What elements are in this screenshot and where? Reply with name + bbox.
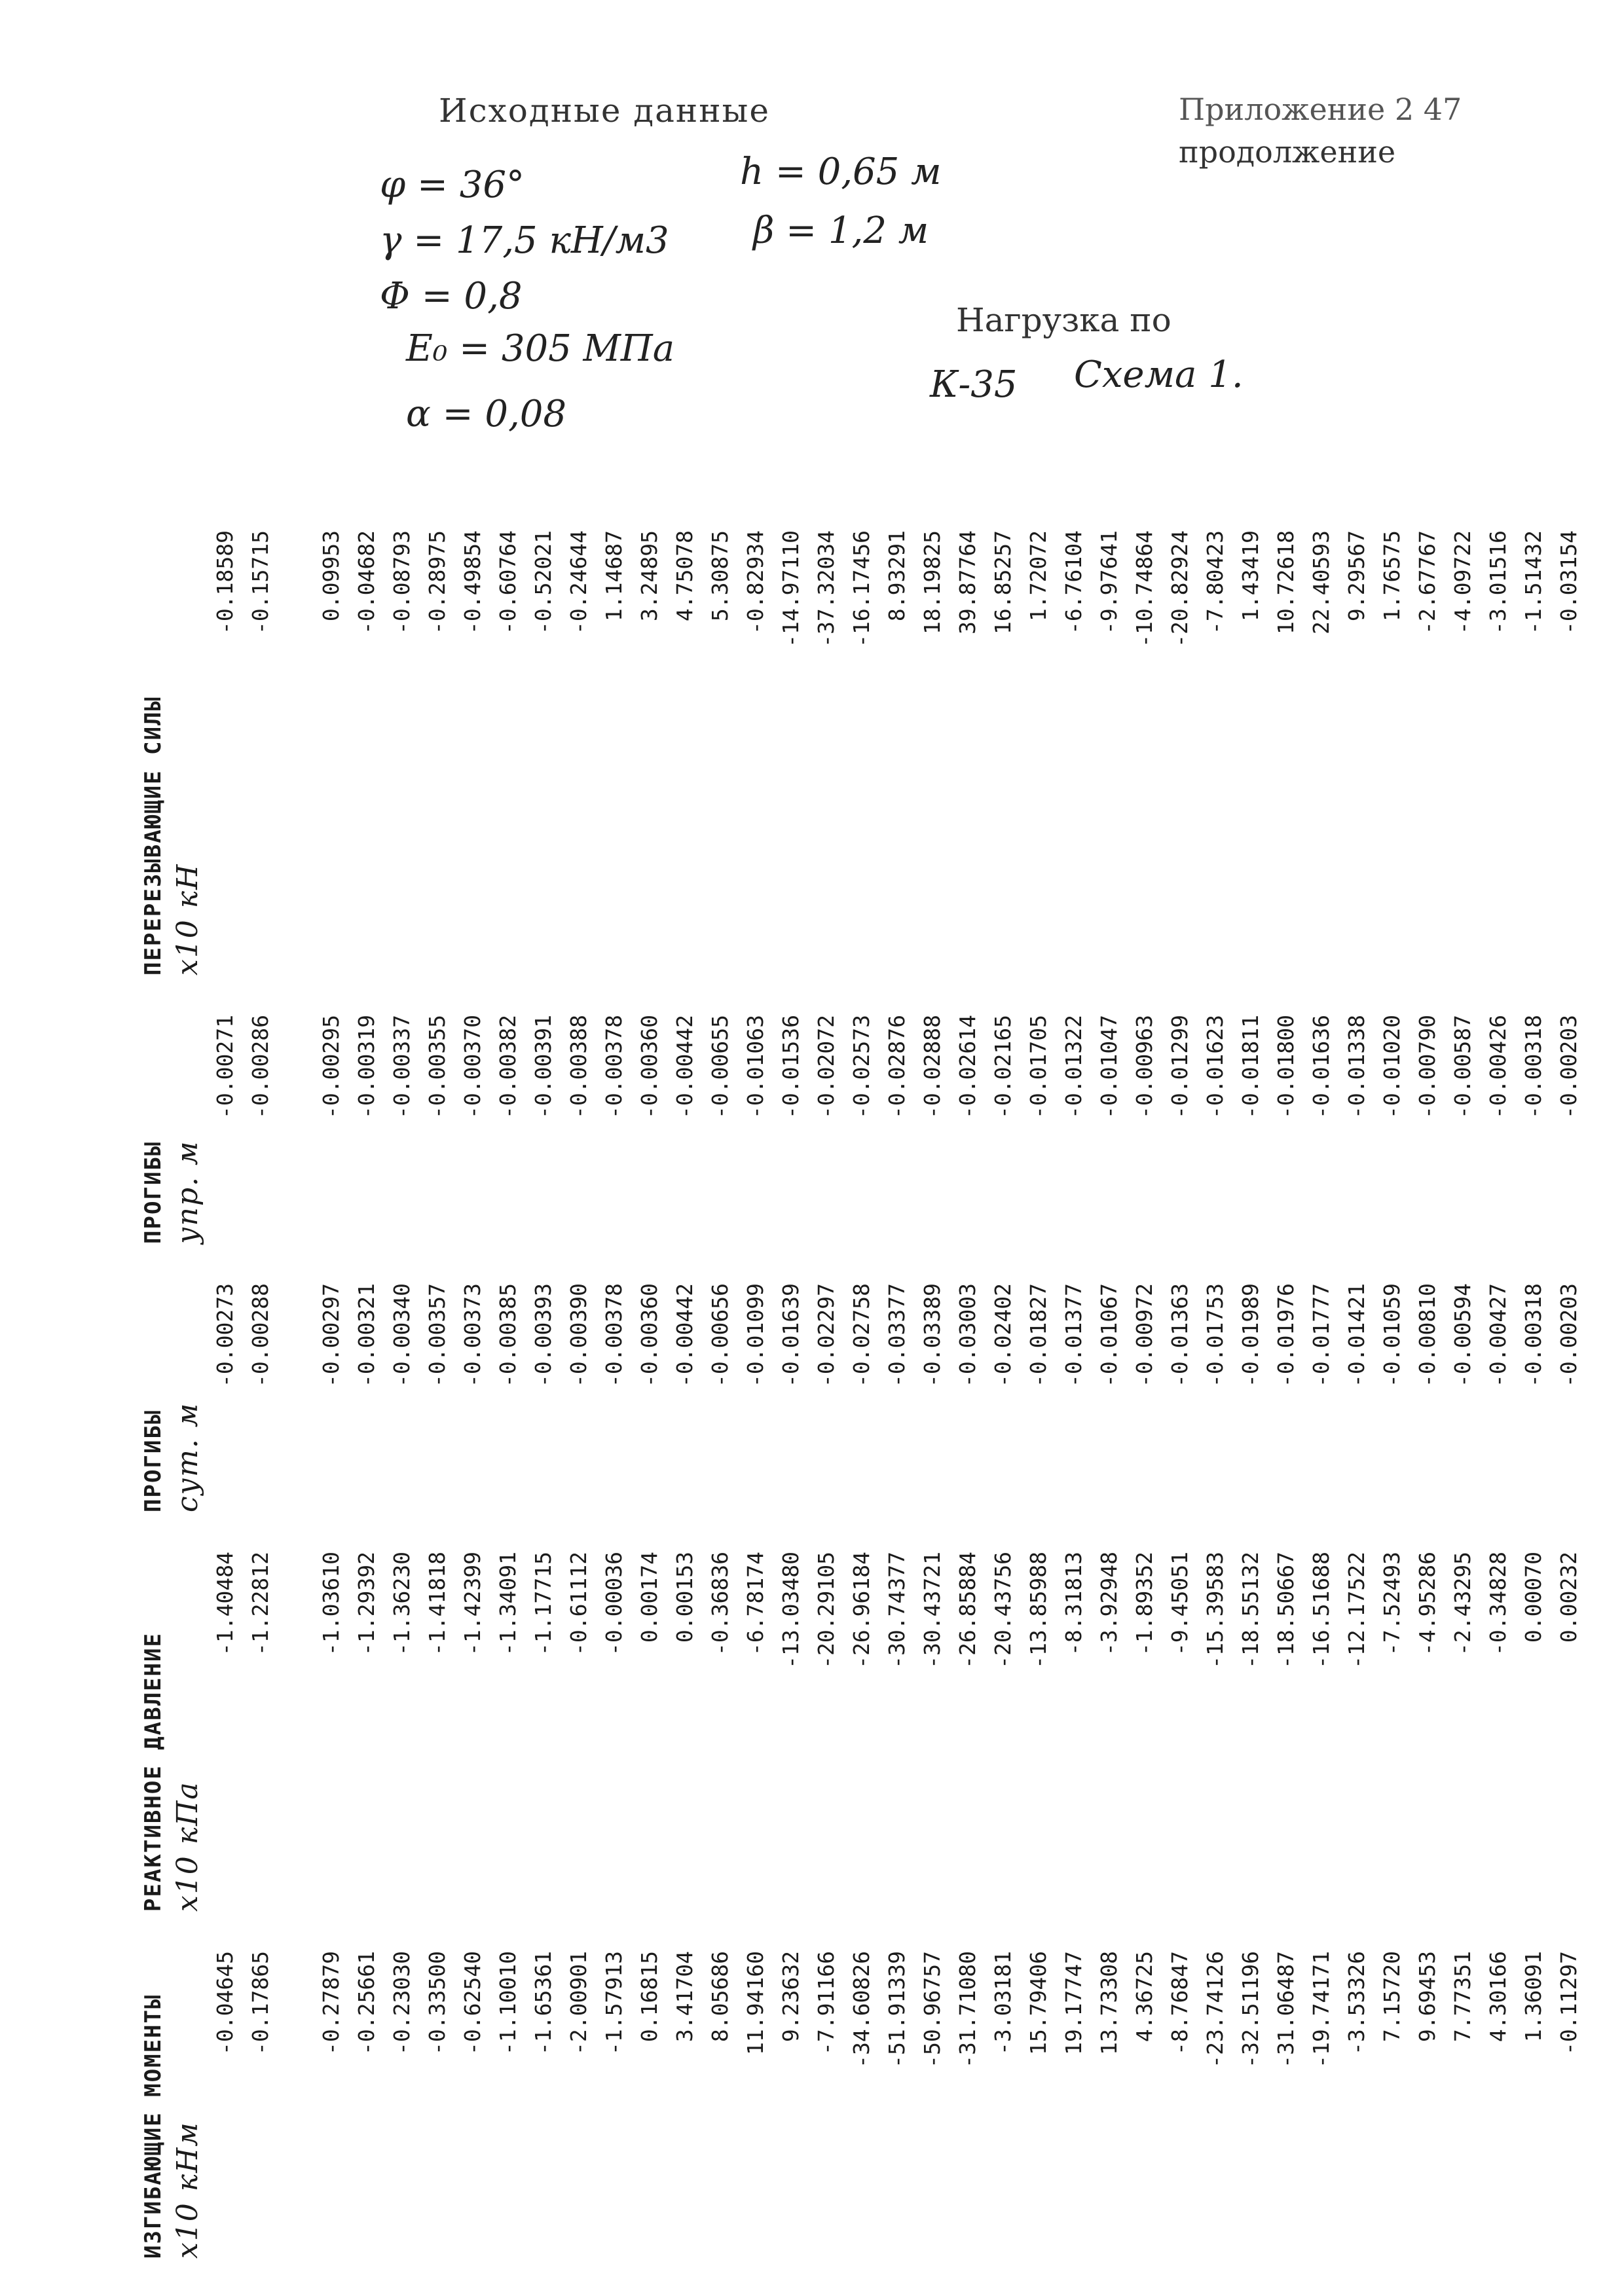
table-cell: -50.96757 (919, 1951, 945, 2068)
table-cell: -0.62540 (459, 1951, 485, 2055)
table-cell: 7.77351 (1449, 1951, 1475, 2043)
table-cell: 1.14687 (600, 530, 627, 622)
table-cell: -1.10010 (494, 1951, 521, 2055)
table-row (454, 491, 490, 2259)
table-cell: -0.00203 (1555, 1015, 1581, 1119)
table-cell: -2.67767 (1414, 530, 1440, 634)
table-cell: 4.75078 (671, 530, 697, 622)
table-cell: 4.30166 (1485, 1951, 1511, 2043)
table-cell: -0.04682 (353, 530, 379, 634)
table-row (1480, 491, 1515, 2259)
table-cell: -0.00963 (1131, 1015, 1157, 1119)
table-cell: -0.01322 (1060, 1015, 1086, 1119)
table-cell: -7.52493 (1378, 1552, 1405, 1656)
table-cell: -1.51432 (1520, 530, 1546, 634)
table-cell: -0.00355 (424, 1015, 450, 1119)
table-row (1020, 491, 1056, 2259)
table-cell: 0.09953 (318, 530, 344, 622)
table-cell: -0.01099 (742, 1283, 768, 1387)
table-cell: -26.96184 (848, 1552, 874, 1669)
table-cell: -0.03154 (1555, 530, 1581, 634)
table-cell: 9.29567 (1343, 530, 1369, 622)
table-cell: -0.01636 (1308, 1015, 1334, 1119)
table-cell: 39.87764 (954, 530, 980, 634)
table-cell: -3.92948 (1096, 1552, 1122, 1656)
table-units-row (169, 491, 207, 2259)
table-cell: -0.00391 (530, 1015, 556, 1119)
table-cell: -0.00271 (212, 1015, 238, 1119)
table-cell: 9.23632 (777, 1951, 803, 2043)
table-cell: -26.85884 (954, 1552, 980, 1669)
table-cell: 13.73308 (1096, 1951, 1122, 2055)
table-cell: 16.85257 (989, 530, 1016, 634)
table-cell: -0.02888 (919, 1015, 945, 1119)
table-cell: -0.00321 (353, 1283, 379, 1387)
param-e0: E₀ = 305 МПа (406, 327, 675, 370)
table-cell: -0.00378 (600, 1015, 627, 1119)
param-h: h = 0,65 м (740, 151, 942, 193)
table-cell: -0.02758 (848, 1283, 874, 1387)
table-cell: -0.01705 (1025, 1015, 1051, 1119)
table-cell (278, 491, 313, 975)
table-cell: -0.82934 (742, 530, 768, 634)
table-cell: -0.01777 (1308, 1283, 1334, 1387)
table-row (313, 491, 348, 2259)
table-cell: 7.15720 (1378, 1951, 1405, 2043)
table-row (1232, 491, 1268, 2259)
table-cell: -0.00587 (1449, 1015, 1475, 1119)
table-cell: -1.17715 (530, 1552, 556, 1656)
table-cell: 1.72072 (1025, 530, 1051, 622)
table-cell: -9.45051 (1166, 1552, 1192, 1656)
table-row (667, 491, 702, 2259)
table-cell: -0.00382 (494, 1015, 521, 1119)
table-cell: -0.00273 (212, 1283, 238, 1387)
table-cell: -0.00288 (247, 1283, 273, 1387)
table-row (419, 491, 454, 2259)
table-cell: -0.25661 (353, 1951, 379, 2055)
table-cell: -0.00790 (1414, 1015, 1440, 1119)
table-cell: -0.01059 (1378, 1283, 1405, 1387)
table-row (1162, 491, 1197, 2259)
table-cell: -1.41818 (424, 1552, 450, 1656)
table-cell: -0.00594 (1449, 1283, 1475, 1387)
table-row (242, 491, 278, 2259)
table-cell: -0.00340 (388, 1283, 415, 1387)
table-body (207, 491, 1586, 2259)
table-row (1338, 491, 1374, 2259)
table-cell: -0.00385 (494, 1283, 521, 1387)
table-row (808, 491, 843, 2259)
load-title: Нагрузка по (956, 301, 1172, 339)
table-row (702, 491, 737, 2259)
table-cell: -0.00427 (1485, 1283, 1511, 1387)
table-cell: 1.36091 (1520, 1951, 1546, 2043)
table-cell: 0.16815 (636, 1951, 662, 2043)
table-cell: -0.00390 (565, 1283, 591, 1387)
table-row (1409, 491, 1445, 2259)
table-cell: -18.55132 (1237, 1552, 1263, 1669)
unit-shear: x10 кН (171, 863, 204, 975)
table-cell: -8.76847 (1166, 1951, 1192, 2055)
table-cell: 5.30875 (707, 530, 733, 622)
table-row (737, 491, 773, 2259)
table-cell: -4.95286 (1414, 1552, 1440, 1656)
table-row (207, 491, 242, 2259)
table-cell: -16.51688 (1308, 1552, 1334, 1669)
table-cell: -13.03480 (777, 1552, 803, 1669)
table-cell: -0.27879 (318, 1951, 344, 2055)
table-cell: -0.00426 (1485, 1015, 1511, 1119)
table-cell (278, 1244, 313, 1512)
table-cell: -8.31813 (1060, 1552, 1086, 1656)
table-cell: -0.03003 (954, 1283, 980, 1387)
table-cell: -0.01377 (1060, 1283, 1086, 1387)
table-cell: -2.43295 (1449, 1552, 1475, 1656)
table-cell: 11.94160 (742, 1951, 768, 2055)
unit-pressure: x10 кПа (171, 1781, 204, 1912)
table-cell: -0.00972 (1131, 1283, 1157, 1387)
table-cell: -0.00655 (707, 1015, 733, 1119)
col-header-shear: ПЕРЕРЕЗЫВАЮЩИЕ СИЛЫ (140, 696, 166, 975)
table-cell: -10.74864 (1131, 530, 1157, 647)
table-row (1374, 491, 1409, 2259)
table-row (1091, 491, 1126, 2259)
unit-deflection-elastic: упр. м (171, 1140, 204, 1244)
table-cell: -31.06487 (1272, 1951, 1299, 2068)
table-cell: -0.01020 (1378, 1015, 1405, 1119)
table-cell: -12.17522 (1343, 1552, 1369, 1669)
param-fd: Φ = 0,8 (380, 275, 523, 318)
table-cell: 15.79406 (1025, 1951, 1051, 2055)
table-cell: -0.00357 (424, 1283, 450, 1387)
table-cell: -1.22812 (247, 1552, 273, 1656)
table-cell: -0.00810 (1414, 1283, 1440, 1387)
table-row (1268, 491, 1303, 2259)
table-cell: -0.60764 (494, 530, 521, 634)
table-row (773, 491, 808, 2259)
table-cell: -0.61112 (565, 1552, 591, 1656)
table-cell: -0.01623 (1202, 1015, 1228, 1119)
table-row (596, 491, 631, 2259)
table-cell: -0.01067 (1096, 1283, 1122, 1387)
table-cell: -0.02876 (883, 1015, 910, 1119)
table-cell: -1.03610 (318, 1552, 344, 1656)
table-cell: -0.01989 (1237, 1283, 1263, 1387)
table-row (631, 491, 667, 2259)
table-cell: -6.76104 (1060, 530, 1086, 634)
table-cell: 0.00153 (671, 1552, 697, 1643)
table-cell: -0.18589 (212, 530, 238, 634)
table-cell: -34.60826 (848, 1951, 874, 2068)
table-cell: -0.00393 (530, 1283, 556, 1387)
table-cell: -0.01063 (742, 1015, 768, 1119)
table-cell: -0.00319 (353, 1015, 379, 1119)
table-cell: -51.91339 (883, 1951, 910, 2068)
table-cell: -2.00901 (565, 1951, 591, 2055)
table-row (879, 491, 914, 2259)
table-cell: -0.15715 (247, 530, 273, 634)
table-cell: -0.00370 (459, 1015, 485, 1119)
table-cell: -3.01516 (1485, 530, 1511, 634)
table-row (1445, 491, 1480, 2259)
table-cell: -7.91166 (813, 1951, 839, 2055)
table-cell: -1.89352 (1131, 1552, 1157, 1656)
table-row (985, 491, 1020, 2259)
table-row (1126, 491, 1162, 2259)
table-cell: -0.34828 (1485, 1552, 1511, 1656)
table-cell: -0.24644 (565, 530, 591, 634)
table-cell: -7.80423 (1202, 530, 1228, 634)
table-cell: -0.02573 (848, 1015, 874, 1119)
table-cell: -0.00442 (671, 1283, 697, 1387)
table-cell: -31.71080 (954, 1951, 980, 2068)
table-row (525, 491, 561, 2259)
unit-moments: x10 кНм (171, 2121, 204, 2259)
table-cell: -0.00297 (318, 1283, 344, 1387)
table-cell: -32.51196 (1237, 1951, 1263, 2068)
table-cell: -0.01827 (1025, 1283, 1051, 1387)
table-cell: -0.01363 (1166, 1283, 1192, 1387)
table-cell: 8.93291 (883, 530, 910, 622)
table-cell: 9.69453 (1414, 1951, 1440, 2043)
results-table (131, 491, 1586, 2259)
col-header-deflection-elastic: ПРОГИБЫ (140, 1140, 166, 1244)
table-cell: -0.00378 (600, 1283, 627, 1387)
table-cell: -0.01299 (1166, 1015, 1192, 1119)
unit-deflection-total: сут. м (171, 1402, 204, 1512)
table-cell: -18.50667 (1272, 1552, 1299, 1669)
table-cell: -13.85988 (1025, 1552, 1051, 1669)
table-cell: -0.01047 (1096, 1015, 1122, 1119)
table-cell: 4.36725 (1131, 1951, 1157, 2043)
table-cell: -0.01753 (1202, 1283, 1228, 1387)
table-cell: -0.04645 (212, 1951, 238, 2055)
param-b: β = 1,2 м (753, 210, 929, 252)
results-table-rotated (131, 491, 1581, 2259)
table-cell: -1.36230 (388, 1552, 415, 1656)
table-row (1515, 491, 1551, 2259)
table-cell: -20.43756 (989, 1552, 1016, 1669)
table-row (490, 491, 525, 2259)
table-cell: -0.00360 (636, 1015, 662, 1119)
table-cell: -0.28975 (424, 530, 450, 634)
table-cell: -0.00036 (600, 1552, 627, 1656)
table-cell: -6.78174 (742, 1552, 768, 1656)
param-phi: φ = 36° (380, 164, 525, 206)
table-row (1303, 491, 1338, 2259)
table-cell: -23.74126 (1202, 1951, 1228, 2068)
table-cell: 8.05686 (707, 1951, 733, 2043)
table-cell: -0.00295 (318, 1015, 344, 1119)
table-cell: -0.00373 (459, 1283, 485, 1387)
table-cell: 3.41704 (671, 1951, 697, 2043)
table-cell: -0.17865 (247, 1951, 273, 2055)
table-row (914, 491, 950, 2259)
table-cell: -0.03377 (883, 1283, 910, 1387)
table-cell: -0.01976 (1272, 1283, 1299, 1387)
table-row (384, 491, 419, 2259)
param-alpha: α = 0,08 (406, 393, 567, 435)
table-cell: -1.40484 (212, 1552, 238, 1656)
table-cell: -0.02614 (954, 1015, 980, 1119)
table-cell: 0.00070 (1520, 1552, 1546, 1643)
col-header-pressure: РЕАКТИВНОЕ ДАВЛЕНИЕ (140, 1632, 166, 1912)
table-cell: 1.76575 (1378, 530, 1405, 622)
table-row (1197, 491, 1232, 2259)
table-cell (278, 1912, 313, 2259)
table-row (1056, 491, 1091, 2259)
table-cell: -20.82924 (1166, 530, 1192, 647)
table-cell: -0.02072 (813, 1015, 839, 1119)
table-cell: -14.97110 (777, 530, 803, 647)
table-row (843, 491, 879, 2259)
table-cell: -4.09722 (1449, 530, 1475, 634)
table-cell: -0.33500 (424, 1951, 450, 2055)
table-cell: -0.02165 (989, 1015, 1016, 1119)
table-cell: -0.52021 (530, 530, 556, 634)
load-scheme: Схема 1. (1074, 354, 1244, 396)
table-cell: -1.34091 (494, 1552, 521, 1656)
table-cell: -37.32034 (813, 530, 839, 647)
table-cell: -30.74377 (883, 1552, 910, 1669)
header-title: Исходные данные (439, 92, 770, 130)
continuation-label: продолжение (1179, 134, 1396, 170)
table-cell: -30.43721 (919, 1552, 945, 1669)
table-cell: -16.17456 (848, 530, 874, 647)
table-cell (278, 975, 313, 1244)
table-cell: -0.00318 (1520, 1283, 1546, 1387)
table-cell: -19.74171 (1308, 1951, 1334, 2068)
table-cell: -0.11297 (1555, 1951, 1581, 2055)
table-row (950, 491, 985, 2259)
table-cell: -0.36836 (707, 1552, 733, 1656)
table-cell: -0.00388 (565, 1015, 591, 1119)
table-cell: 0.00174 (636, 1552, 662, 1643)
table-cell: -0.01536 (777, 1015, 803, 1119)
table-cell: -0.00203 (1555, 1283, 1581, 1387)
table-cell: -1.29392 (353, 1552, 379, 1656)
table-cell: -0.00656 (707, 1283, 733, 1387)
table-cell: -0.01639 (777, 1283, 803, 1387)
load-class: К-35 (930, 363, 1018, 406)
col-header-deflection-total: ПРОГИБЫ (140, 1409, 166, 1512)
table-cell: -0.02297 (813, 1283, 839, 1387)
table-cell: -0.02402 (989, 1283, 1016, 1387)
table-cell: -0.00442 (671, 1015, 697, 1119)
table-row (561, 491, 596, 2259)
param-gamma: γ = 17,5 кН/м3 (380, 219, 669, 262)
table-cell: -3.53326 (1343, 1951, 1369, 2055)
table-cell: -3.03181 (989, 1951, 1016, 2055)
table-cell: -0.00286 (247, 1015, 273, 1119)
table-cell: -0.00337 (388, 1015, 415, 1119)
table-cell (278, 1512, 313, 1912)
table-cell: -0.00318 (1520, 1015, 1546, 1119)
table-cell: -0.49854 (459, 530, 485, 634)
table-cell: -1.65361 (530, 1951, 556, 2055)
table-cell: -20.29105 (813, 1552, 839, 1669)
col-header-moments: ИЗГИБАЮЩИЕ МОМЕНТЫ (140, 1994, 166, 2259)
table-cell: -0.01800 (1272, 1015, 1299, 1119)
table-row (348, 491, 384, 2259)
table-cell: 10.72618 (1272, 530, 1299, 634)
table-cell: -9.97641 (1096, 530, 1122, 634)
table-cell: 22.40593 (1308, 530, 1334, 634)
table-cell: 3.24895 (636, 530, 662, 622)
table-row (278, 491, 313, 2259)
table-cell: -0.01811 (1237, 1015, 1263, 1119)
table-cell: -0.01338 (1343, 1015, 1369, 1119)
table-cell: 19.17747 (1060, 1951, 1086, 2055)
table-cell: -15.39583 (1202, 1552, 1228, 1669)
table-cell: -0.03389 (919, 1283, 945, 1387)
table-cell: 18.19825 (919, 530, 945, 634)
table-cell: -0.01421 (1343, 1283, 1369, 1387)
table-cell: -1.42399 (459, 1552, 485, 1656)
table-cell: 1.43419 (1237, 530, 1263, 622)
table-row (1551, 491, 1586, 2259)
table-cell: -0.00360 (636, 1283, 662, 1387)
table-header-row (131, 491, 169, 2259)
table-cell: 0.00232 (1555, 1552, 1581, 1643)
appendix-label: Приложение 2 47 (1179, 92, 1462, 127)
table-cell: -0.23030 (388, 1951, 415, 2055)
table-cell: -0.08793 (388, 530, 415, 634)
table-cell: -1.57913 (600, 1951, 627, 2055)
